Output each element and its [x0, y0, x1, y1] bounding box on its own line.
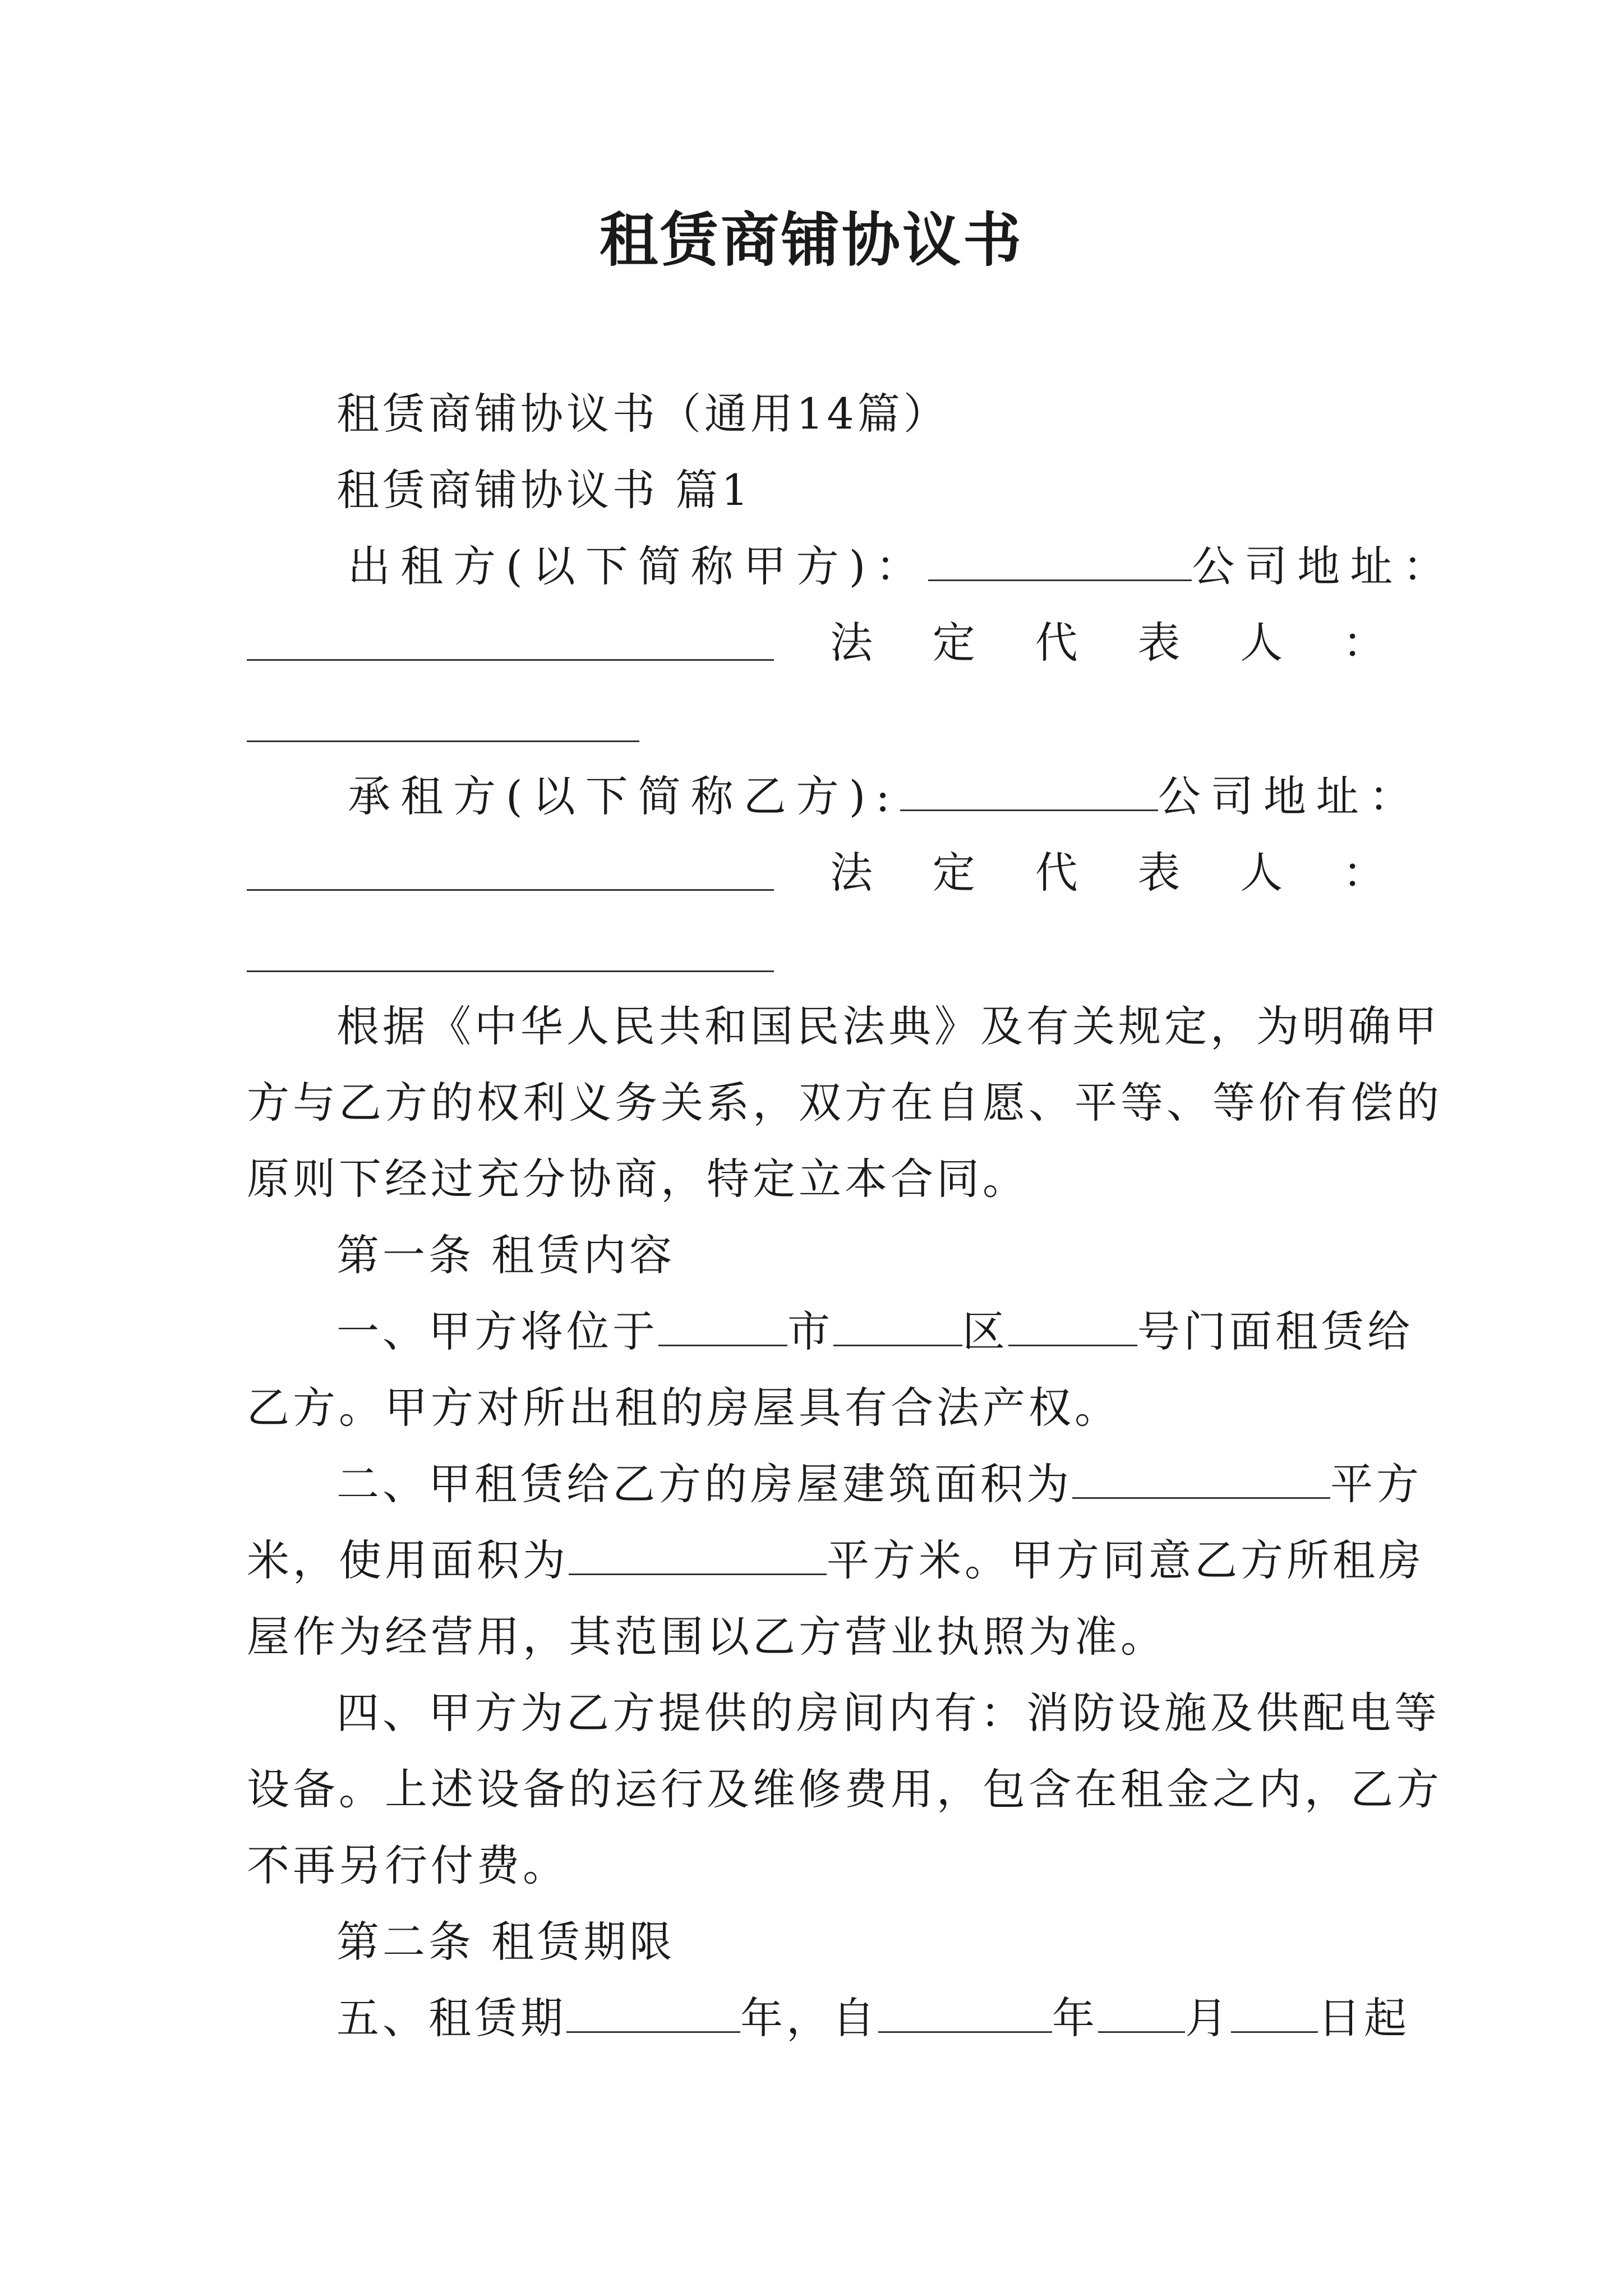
- city-blank: [658, 1308, 787, 1346]
- article-2-heading: 第二条 租赁期限: [336, 1917, 676, 1967]
- lessor-label: 出租方(以下简称甲方)：: [348, 541, 929, 591]
- legal-rep-label: 法 定 代 表 人 ：: [830, 848, 1385, 898]
- lease-years-blank: [566, 1994, 740, 2033]
- lessee-legal-rep-line: [247, 835, 1385, 911]
- intro-line-1: 根据《中华人民共和国民法典》及有关规定，为明确甲: [336, 1001, 1440, 1051]
- clause-1-line-1: 一、甲方将位于 市 区 号门面租赁给: [336, 1306, 1413, 1356]
- usable-area-blank: [569, 1536, 827, 1575]
- lessor-name-blank: [928, 542, 1192, 581]
- clause-4-line-1: 四、甲方为乙方提供的房间内有：消防设施及供配电等: [336, 1688, 1440, 1738]
- clause-5-line-1: 五、租赁期 年，自 年 月 日起: [336, 1993, 1410, 2043]
- lessor-address-blank: [247, 625, 774, 661]
- lessor-legal-rep-blank: [247, 740, 639, 742]
- lessee-legal-rep-blank: [247, 970, 774, 972]
- legal-rep-label: 法 定 代 表 人 ：: [830, 618, 1385, 668]
- clause-2-line-3: 屋作为经营用，其范围以乙方营业执照为准。: [247, 1612, 1166, 1662]
- lessor-address-label: 公司地址：: [1192, 541, 1456, 591]
- intro-line-2: 方与乙方的权利义务关系，双方在自愿、平等、等价有偿的: [247, 1078, 1442, 1128]
- start-month-blank: [1098, 1994, 1185, 2033]
- district-blank: [833, 1308, 962, 1346]
- lessee-address-label: 公司地址：: [1158, 771, 1422, 821]
- building-area-blank: [1072, 1460, 1330, 1499]
- part-heading: 租赁商铺协议书 篇1: [336, 465, 752, 515]
- document-title: 租赁商铺协议书: [599, 205, 1023, 274]
- start-year-blank: [878, 1994, 1052, 2033]
- clause-2-line-2: 米，使用面积为 平方米。甲方同意乙方所租房: [247, 1535, 1424, 1585]
- number-blank: [1008, 1308, 1137, 1346]
- clause-4-line-2: 设备。上述设备的运行及维修费用，包含在租金之内，乙方: [247, 1764, 1442, 1814]
- lessee-line: [247, 758, 1422, 835]
- clause-4-line-3: 不再另行付费。: [247, 1841, 569, 1890]
- lessee-label: 承租方(以下简称乙方):: [348, 771, 900, 821]
- lessor-legal-rep-line: [247, 605, 1385, 681]
- clause-1-line-2: 乙方。甲方对所出租的房屋具有合法产权。: [247, 1383, 1121, 1433]
- lessor-line: [247, 528, 1456, 605]
- subtitle: 租赁商铺协议书（通用14篇）: [336, 389, 949, 439]
- start-day-blank: [1231, 1994, 1318, 2033]
- intro-line-3: 原则下经过充分协商，特定立本合同。: [247, 1154, 1029, 1204]
- lessee-address-blank: [247, 855, 774, 891]
- lessee-name-blank: [900, 772, 1158, 811]
- clause-2-line-1: 二、甲租赁给乙方的房屋建筑面积为 平方: [336, 1459, 1422, 1509]
- article-1-heading: 第一条 租赁内容: [336, 1230, 676, 1280]
